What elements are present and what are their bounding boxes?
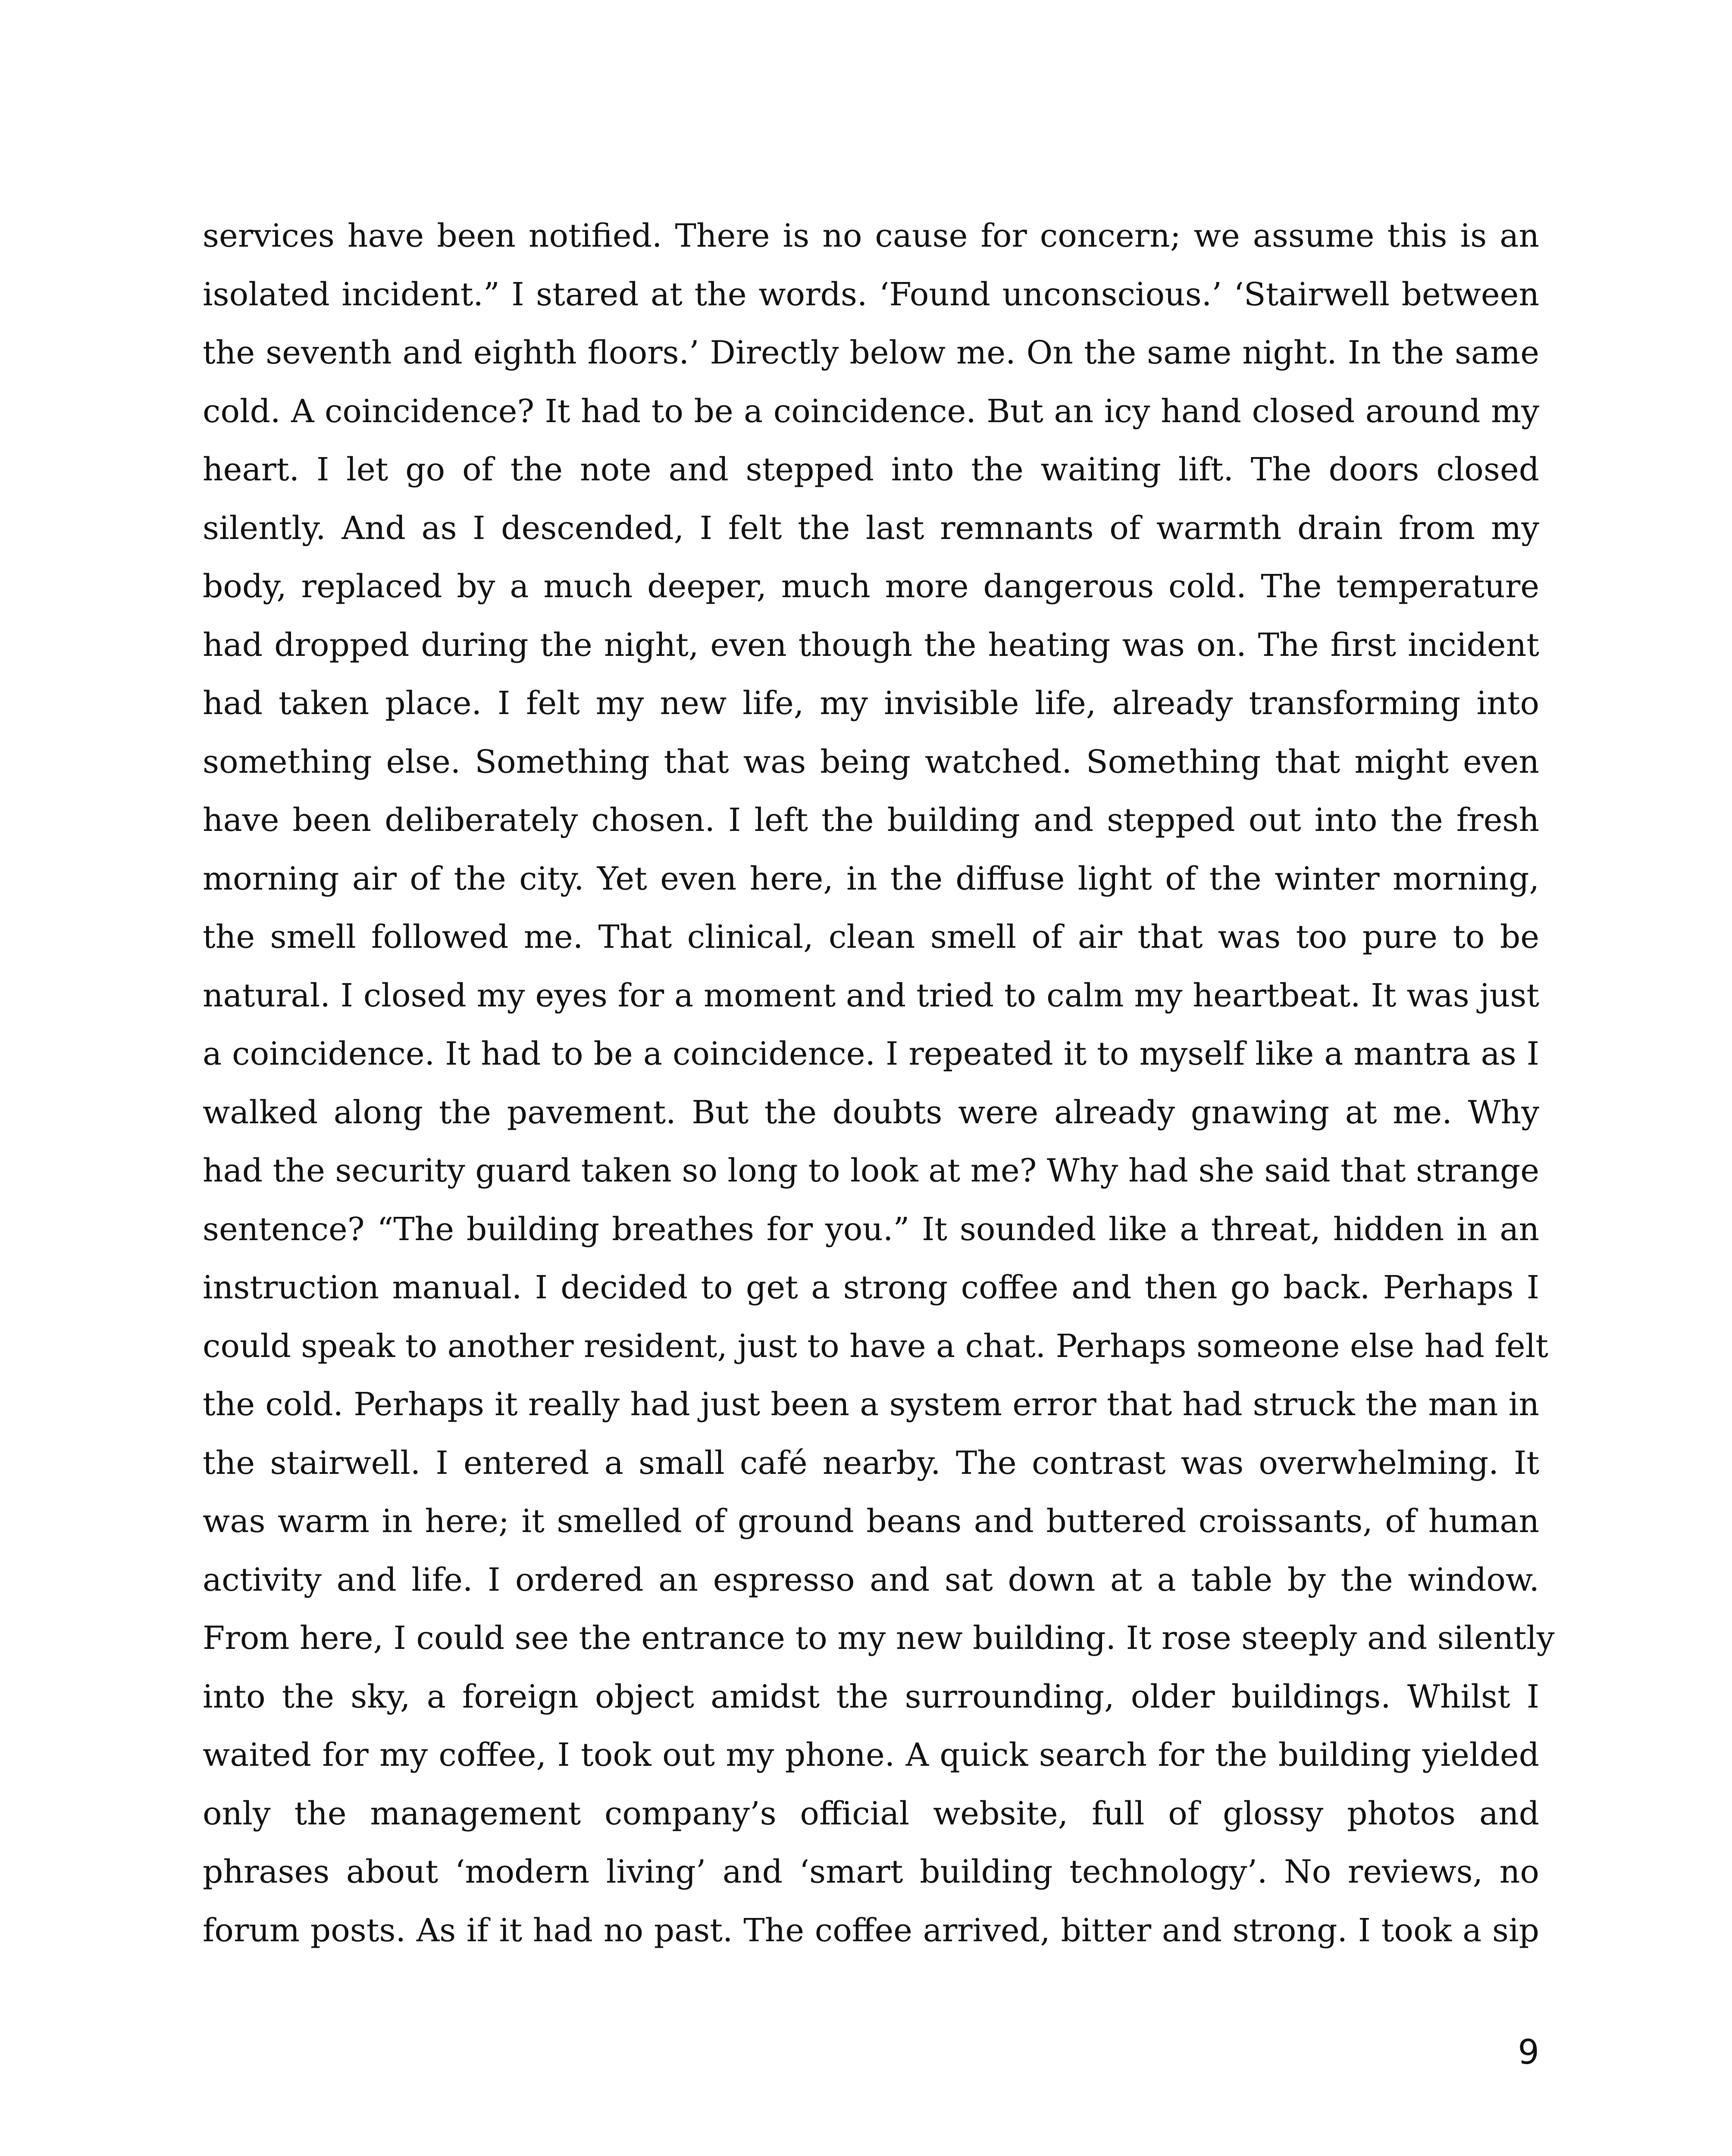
text-line: isolated incident.” I stared at the words. ‘Found unconscious.’ ‘Stairwell between [203, 276, 1539, 313]
text-line: have been deliberately chosen. I left the building and stepped out into the fresh [203, 802, 1539, 839]
text-line: the smell followed me. That clinical, clean smell of air that was too pure to be [203, 918, 1539, 956]
text-line: something else. Something that was being watched. Something that might even [203, 743, 1539, 780]
text-line: the seventh and eighth floors.’ Directly below me. On the same night. In the same [203, 334, 1539, 371]
text-line: morning air of the city. Yet even here, in the diffuse light of the winter morning, [203, 860, 1539, 897]
text-line: had the security guard taken so long to look at me? Why had she said that strange [203, 1152, 1539, 1189]
page-number: 9 [1518, 2033, 1539, 2072]
text-line: the stairwell. I entered a small café nearby. The contrast was overwhelming. It [203, 1444, 1539, 1482]
text-line: body, replaced by a much deeper, much more dangerous cold. The temperature [203, 568, 1539, 605]
text-line: only the management company’s official website, full of glossy photos and [203, 1795, 1539, 1832]
text-line: cold. A coincidence? It had to be a coincidence. But an icy hand closed around my [203, 392, 1539, 430]
text-line: walked along the pavement. But the doubts were already gnawing at me. Why [203, 1094, 1539, 1131]
text-line: phrases about ‘modern living’ and ‘smart building technology’. No reviews, no [203, 1853, 1539, 1890]
text-line: was warm in here; it smelled of ground beans and buttered croissants, of human [203, 1503, 1539, 1540]
text-line: activity and life. I ordered an espresso and sat down at a table by the window. [203, 1561, 1539, 1598]
text-line: the cold. Perhaps it really had just been a system error that had struck the man in [203, 1386, 1539, 1423]
text-line: services have been notified. There is no cause for concern; we assume this is an [203, 217, 1539, 254]
text-line: could speak to another resident, just to have a chat. Perhaps someone else had felt [203, 1327, 1548, 1365]
text-line: waited for my coffee, I took out my phone. A quick search for the building yielded [203, 1736, 1539, 1774]
text-line: silently. And as I descended, I felt the last remnants of warmth drain from my [203, 509, 1539, 547]
text-line: had dropped during the night, even though the heating was on. The first incident [203, 626, 1539, 664]
text-line: into the sky, a foreign object amidst the surrounding, older buildings. Whilst I [203, 1678, 1539, 1715]
text-line: heart. I let go of the note and stepped into the waiting lift. The doors closed [203, 451, 1539, 488]
text-line: instruction manual. I decided to get a strong coffee and then go back. Perhaps I [203, 1269, 1539, 1306]
text-line: had taken place. I felt my new life, my invisible life, already transforming into [203, 685, 1539, 722]
text-line: forum posts. As if it had no past. The coffee arrived, bitter and strong. I took a sip [203, 1912, 1539, 1949]
text-line: From here, I could see the entrance to my new building. It rose steeply and silently [203, 1620, 1555, 1657]
body-text [203, 207, 1555, 1960]
text-line: sentence? “The building breathes for you.” It sounded like a threat, hidden in an [203, 1210, 1539, 1248]
text-line: natural. I closed my eyes for a moment and tried to calm my heartbeat. It was just [203, 977, 1539, 1014]
text-line: a coincidence. It had to be a coincidence. I repeated it to myself like a mantra as I [203, 1035, 1539, 1072]
